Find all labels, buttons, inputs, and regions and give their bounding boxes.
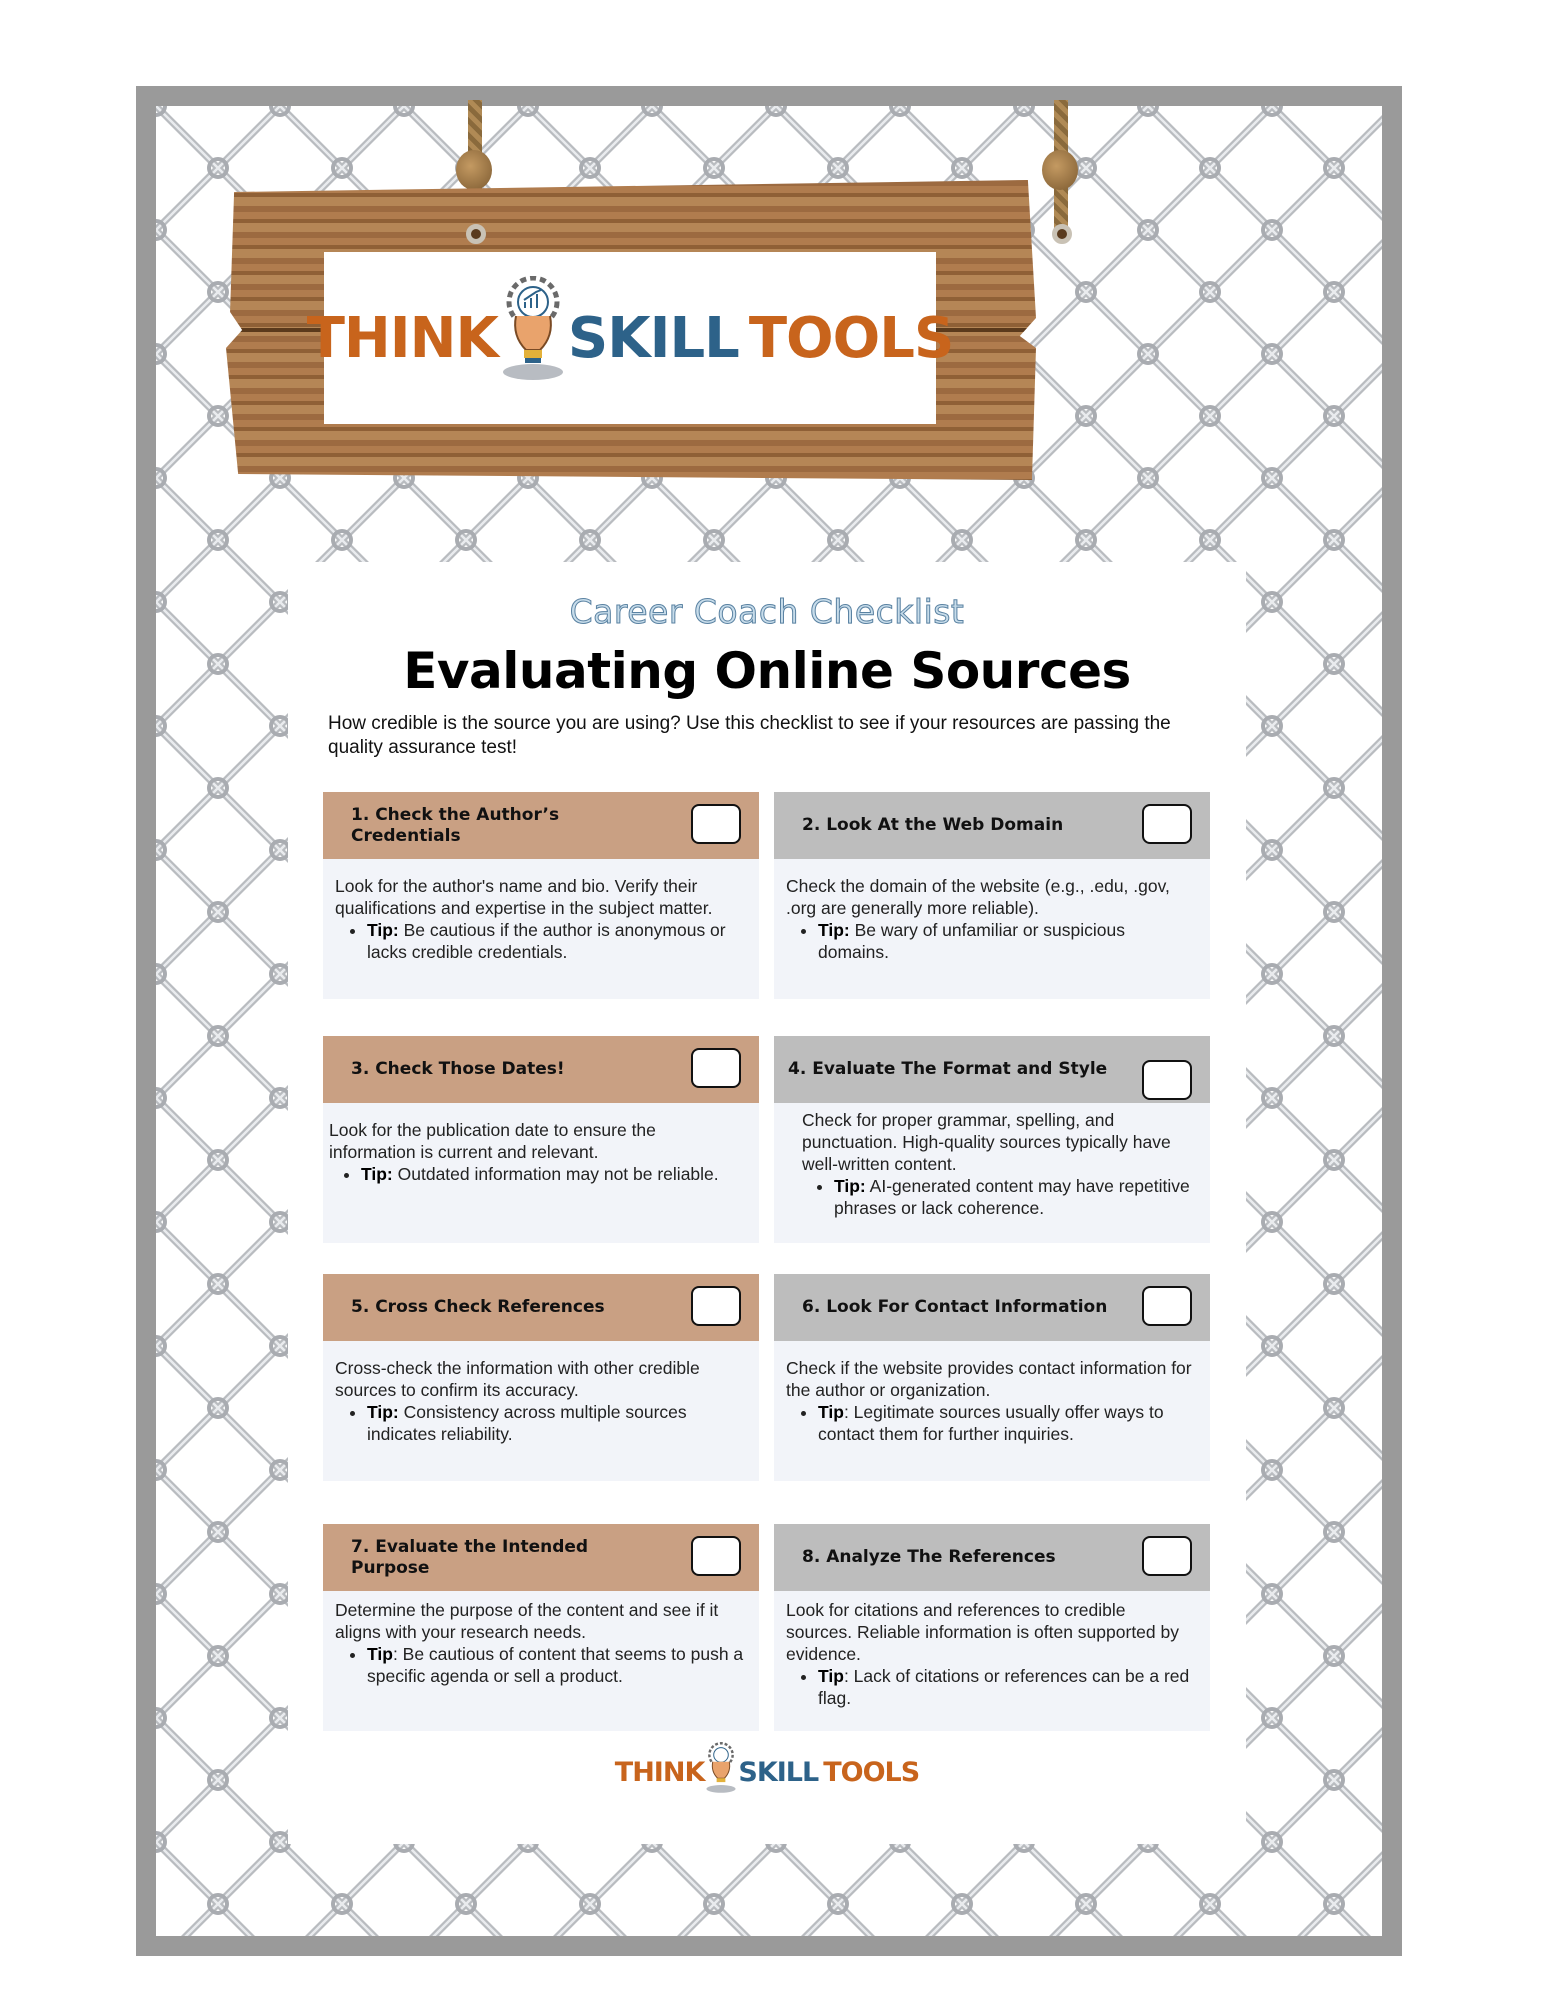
- tip-text: : Be cautious of content that seems to push a specific agenda or sell a product.: [367, 1644, 744, 1686]
- tip-label: Tip:: [367, 1402, 399, 1422]
- checklist-item-1: [323, 792, 759, 999]
- brand-skill: SKILL: [567, 305, 739, 371]
- item-title: 6. Look For Contact Information: [802, 1297, 1108, 1317]
- item-checkbox[interactable]: [691, 1048, 741, 1088]
- brand-think: THINK: [614, 1757, 705, 1788]
- tip-text: Outdated information may not be reliable.: [392, 1164, 719, 1184]
- rope-knot-left: [456, 150, 492, 190]
- item-description: Look for the author's name and bio. Verify their qualifications and expertise in the subject matter.: [335, 876, 713, 918]
- item-tip: [361, 1163, 745, 1185]
- item-checkbox[interactable]: [1142, 1286, 1192, 1326]
- grommet-right: [1052, 224, 1072, 244]
- tip-label: Tip: [367, 1644, 393, 1664]
- brand-think: THINK: [306, 305, 498, 371]
- item-tip: [818, 1665, 1196, 1709]
- grommet-left: [466, 224, 486, 244]
- item-description: Check for proper grammar, spelling, and punctuation. High-quality sources typically have well-written content.: [802, 1110, 1171, 1174]
- tip-label: Tip: [818, 1666, 844, 1686]
- brand-tools: TOOLS: [748, 305, 954, 371]
- intro-text: How credible is the source you are using? Use this checklist to see if your resources are passing the quality assurance test!: [328, 713, 1171, 758]
- tip-label: Tip:: [818, 920, 850, 940]
- tip-text: : Legitimate sources usually offer ways to contact them for further inquiries.: [818, 1402, 1164, 1444]
- tip-text: : Lack of citations or references can be a red flag.: [818, 1666, 1190, 1708]
- item-tip: [367, 919, 745, 963]
- checklist-item-6: [774, 1274, 1210, 1481]
- footer-logo: [288, 1742, 1246, 1803]
- item-tip: [834, 1175, 1196, 1219]
- tip-text: Consistency across multiple sources indicates reliability.: [367, 1402, 687, 1444]
- item-tip: [818, 919, 1196, 963]
- item-title: 4. Evaluate The Format and Style: [788, 1059, 1108, 1079]
- item-checkbox[interactable]: [1142, 1536, 1192, 1576]
- checklist-item-5: [323, 1274, 759, 1481]
- item-description: Look for the publication date to ensure the information is current and relevant.: [329, 1120, 656, 1162]
- item-checkbox[interactable]: [1142, 804, 1192, 844]
- item-title: 5. Cross Check References: [351, 1297, 605, 1317]
- checklist-panel: [288, 562, 1246, 1844]
- item-title: 7. Evaluate the Intended Purpose: [351, 1536, 589, 1578]
- item-description: Check the domain of the website (e.g., .edu, .gov, .org are generally more reliable).: [786, 876, 1170, 918]
- item-description: Cross-check the information with other credible sources to confirm its accuracy.: [335, 1358, 700, 1400]
- item-checkbox[interactable]: [1142, 1060, 1192, 1100]
- item-title: 3. Check Those Dates!: [351, 1059, 565, 1079]
- item-title: 2. Look At the Web Domain: [802, 815, 1064, 835]
- item-checkbox[interactable]: [691, 1286, 741, 1326]
- rope-knot-right: [1042, 150, 1078, 190]
- brand-logo: [307, 276, 954, 400]
- lightbulb-gear-icon: [498, 276, 568, 400]
- item-tip: [818, 1401, 1196, 1445]
- page-title: Evaluating Online Sources: [403, 642, 1131, 700]
- brand-skill: SKILL: [738, 1757, 819, 1788]
- brand-tools: TOOLS: [823, 1757, 920, 1788]
- checklist-item-7: [323, 1524, 759, 1731]
- tip-label: Tip:: [361, 1164, 393, 1184]
- checklist-item-2: [774, 792, 1210, 999]
- tip-label: Tip:: [834, 1176, 866, 1196]
- item-checkbox[interactable]: [691, 1536, 741, 1576]
- tip-label: Tip:: [367, 920, 399, 940]
- lightbulb-gear-icon: [704, 1742, 738, 1803]
- tip-text: AI-generated content may have repetitive phrases or lack coherence.: [834, 1176, 1190, 1218]
- item-title: 1. Check the Author’s Credentials: [351, 804, 560, 846]
- item-tip: [367, 1401, 745, 1445]
- tip-text: Be wary of unfamiliar or suspicious domains.: [818, 920, 1126, 962]
- checklist-item-8: [774, 1524, 1210, 1731]
- item-description: Look for citations and references to credible sources. Reliable information is often supported by evidence.: [786, 1600, 1179, 1664]
- item-title: 8. Analyze The References: [802, 1547, 1056, 1567]
- sign-logo-card: [306, 252, 954, 424]
- tip-label: Tip: [818, 1402, 844, 1422]
- item-description: Determine the purpose of the content and see if it aligns with your research needs.: [335, 1600, 719, 1642]
- tip-text: Be cautious if the author is anonymous or lacks credible credentials.: [367, 920, 726, 962]
- item-tip: [367, 1643, 745, 1687]
- checklist-item-3: [323, 1036, 759, 1243]
- checklist-item-4: [774, 1036, 1210, 1243]
- item-description: Check if the website provides contact information for the author or organization.: [786, 1358, 1192, 1400]
- checklist-subtitle: Career Coach Checklist: [569, 592, 965, 631]
- item-checkbox[interactable]: [691, 804, 741, 844]
